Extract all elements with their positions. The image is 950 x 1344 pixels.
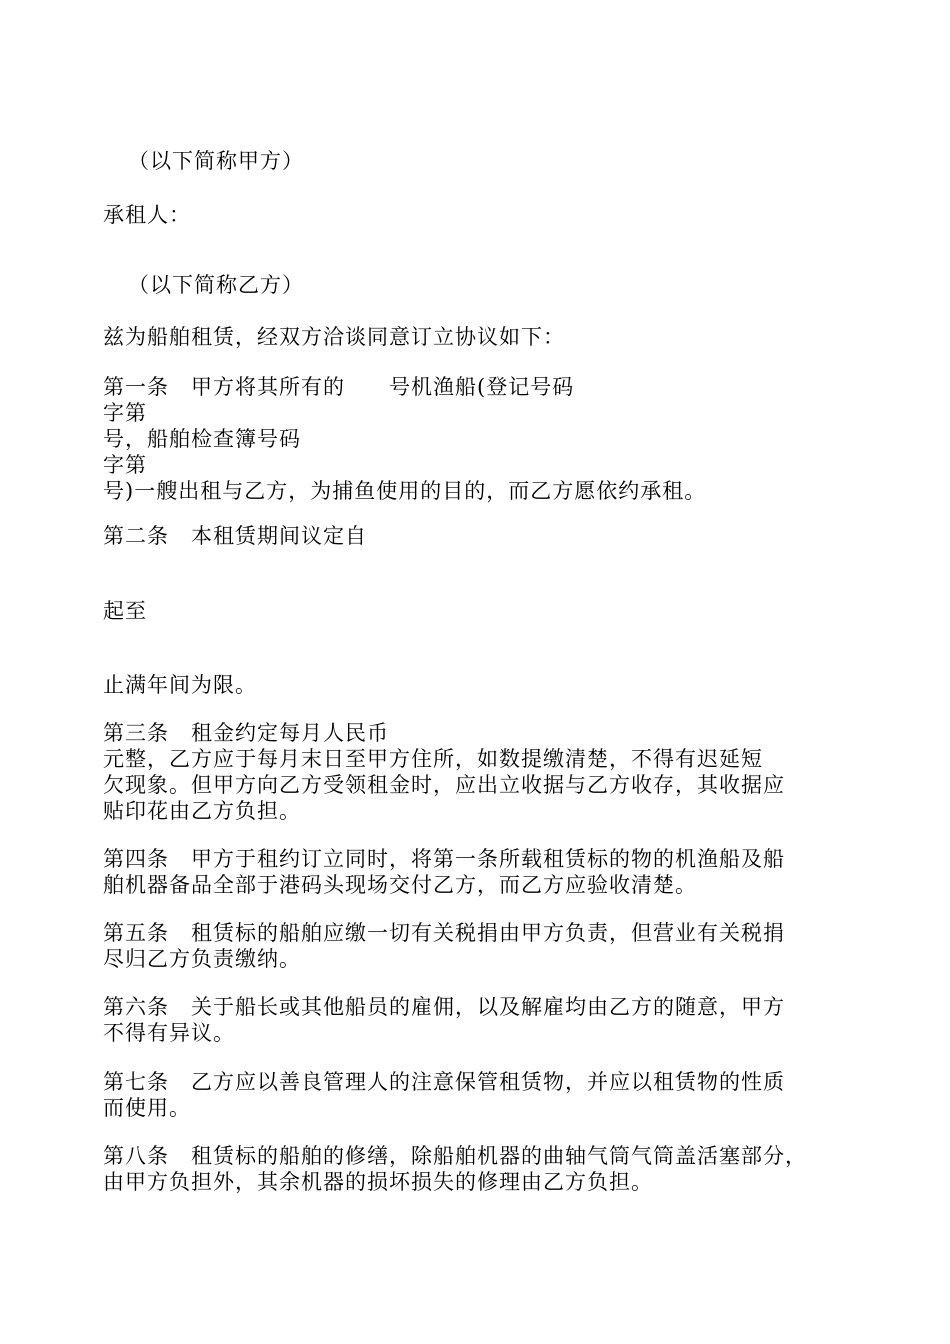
article-2-line-3: 止满年间为限。 [103, 673, 257, 697]
article-1 [103, 374, 853, 504]
article-4 [103, 846, 853, 898]
article-6-line: 不得有异议。 [103, 1021, 235, 1045]
article-8-line: 第八条 租赁标的船舶的修缮，除船舶机器的曲轴气筒气筒盖活塞部分， [103, 1144, 807, 1168]
article-2-line-1: 第二条 本租赁期间议定自 [103, 524, 367, 548]
article-3 [103, 720, 853, 824]
article-1-line: 号)一艘出租与乙方，为捕鱼使用的目的，而乙方愿依约承租。 [103, 479, 707, 503]
article-8-line: 由甲方负担外，其余机器的损坏损失的修理由乙方负担。 [103, 1170, 653, 1194]
article-5-line: 尽归乙方负责缴纳。 [103, 947, 301, 971]
lessee-label: 承租人： [103, 203, 191, 227]
article-6-line: 第六条 关于船长或其他船员的雇佣，以及解雇均由乙方的随意，甲方 [103, 995, 785, 1019]
article-4-line: 第四条 甲方于租约订立同时，将第一条所载租赁标的物的机渔船及船 [103, 847, 785, 871]
article-5 [103, 920, 853, 972]
article-1-line: 第一条 甲方将其所有的 号机渔船(登记号码 [103, 375, 575, 399]
article-7-line: 第七条 乙方应以善良管理人的注意保管租赁物，并应以租赁物的性质 [103, 1070, 785, 1094]
article-7 [103, 1069, 853, 1121]
article-6 [103, 994, 853, 1046]
article-1-line: 字第 [103, 453, 147, 477]
article-8 [103, 1143, 853, 1195]
lessor-alias: （以下简称甲方） [128, 149, 304, 173]
article-3-line: 第三条 租金约定每月人民币 [103, 721, 389, 745]
article-2-line-2: 起至 [103, 599, 147, 623]
article-4-line: 舶机器备品全部于港码头现场交付乙方，而乙方应验收清楚。 [103, 873, 697, 897]
article-3-line: 贴印花由乙方负担。 [103, 799, 301, 823]
article-7-line: 而使用。 [103, 1096, 191, 1120]
article-1-line: 字第 [103, 401, 147, 425]
article-3-line: 欠现象。但甲方向乙方受领租金时，应出立收据与乙方收存，其收据应 [103, 773, 785, 797]
intro-text: 兹为船舶租赁，经双方洽谈同意订立协议如下： [103, 325, 565, 349]
article-3-line: 元整，乙方应于每月末日至甲方住所，如数提缴清楚，不得有迟延短 [103, 747, 763, 771]
lessee-alias: （以下简称乙方） [128, 273, 304, 297]
article-1-line: 号，船舶检查簿号码 [103, 427, 301, 451]
article-5-line: 第五条 租赁标的船舶应缴一切有关税捐由甲方负责，但营业有关税捐 [103, 921, 785, 945]
